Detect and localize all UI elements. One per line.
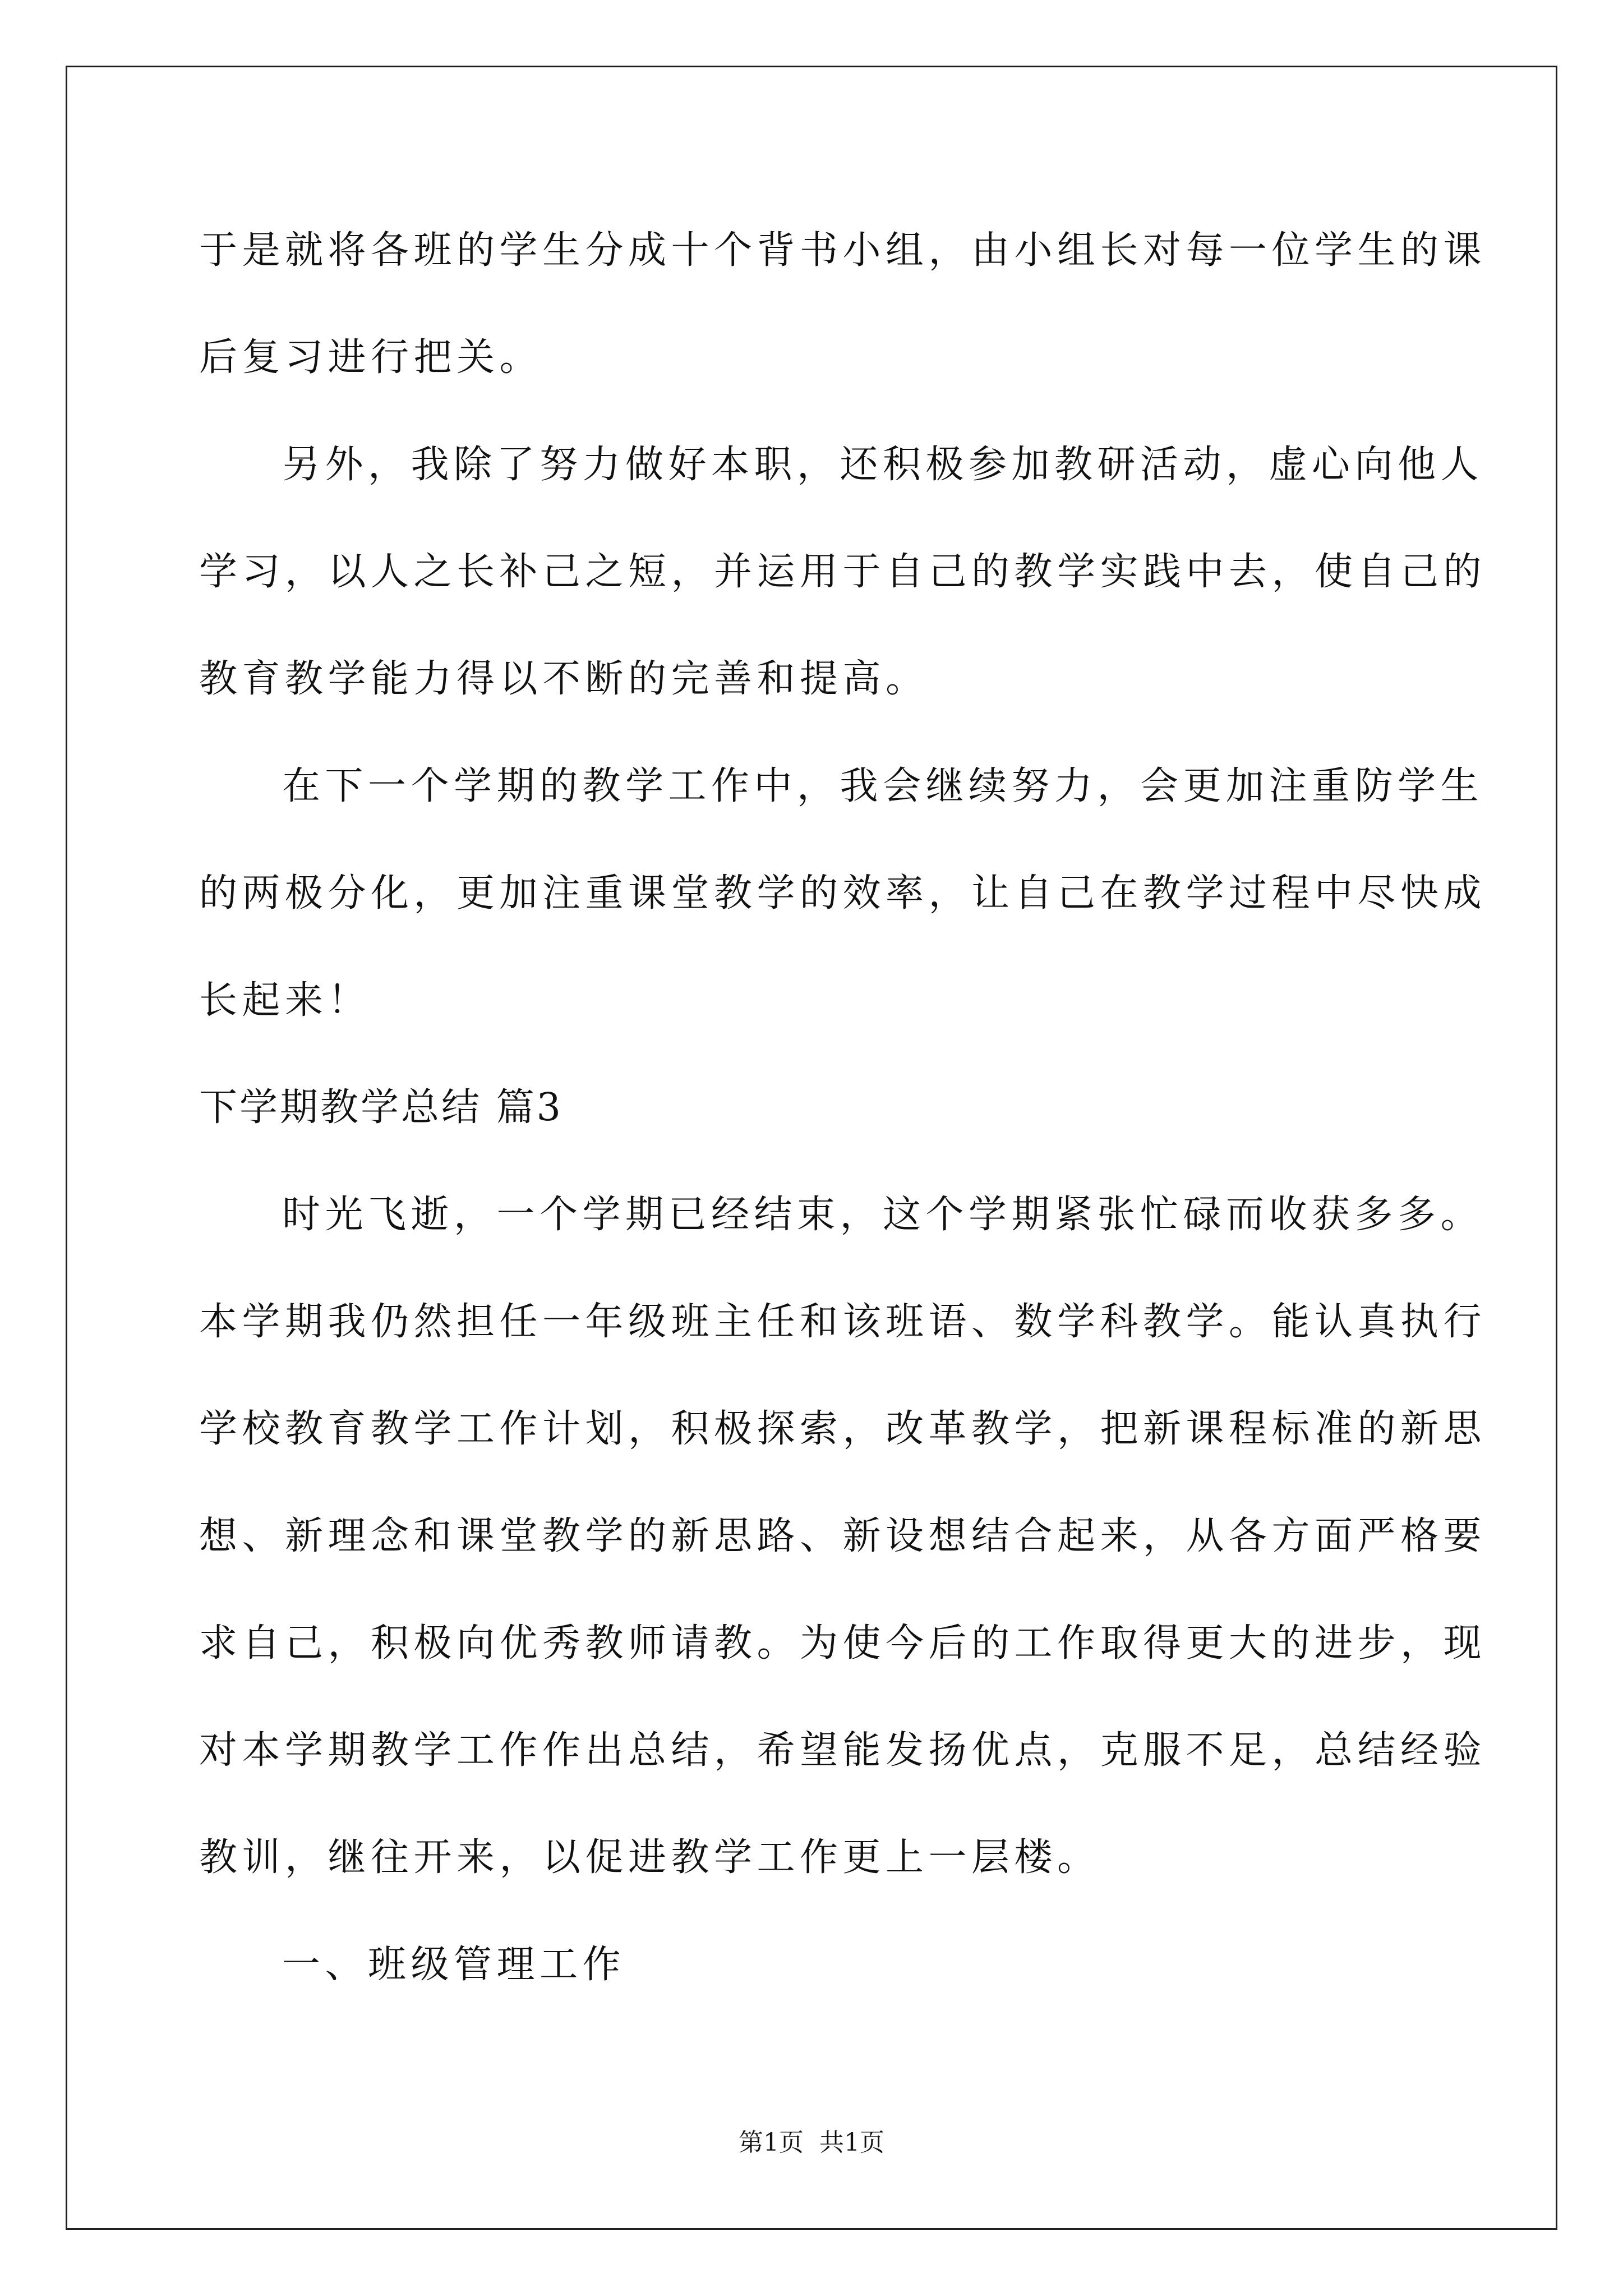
document-body	[199, 218, 1487, 2039]
paragraph-line: 求自己，积极向优秀教师请教。为使今后的工作取得更大的进步，现	[199, 1621, 1487, 1665]
subsection-heading: 一、班级管理工作	[282, 1943, 626, 1987]
paragraph-line: 另外，我除了努力做好本职，还积极参加教研活动，虚心向他人	[282, 443, 1484, 487]
paragraph-line: 学习，以人之长补己之短，并运用于自己的教学实践中去，使自己的	[199, 550, 1487, 594]
paragraph-line: 在下一个学期的教学工作中，我会继续努力，会更加注重防学生	[282, 764, 1484, 808]
section-heading: 下学期教学总结 篇3	[199, 1085, 563, 1130]
paragraph-line: 学校教育教学工作计划，积极探索，改革教学，把新课程标准的新思	[199, 1407, 1487, 1451]
paragraph-line: 想、新理念和课堂教学的新思路、新设想结合起来，从各方面严格要	[199, 1514, 1487, 1558]
paragraph-line: 对本学期教学工作作出总结，希望能发扬优点，克服不足，总结经验	[199, 1728, 1487, 1773]
paragraph-line: 后复习进行把关。	[199, 335, 543, 380]
paragraph-line: 本学期我仍然担任一年级班主任和该班语、数学科教学。能认真执行	[199, 1300, 1487, 1344]
paragraph-line: 教育教学能力得以不断的完善和提高。	[199, 657, 929, 701]
paragraph-line: 的两极分化，更加注重课堂教学的效率，让自己在教学过程中尽快成	[199, 871, 1487, 915]
paragraph-line: 于是就将各班的学生分成十个背书小组，由小组长对每一位学生的课	[199, 228, 1487, 273]
page-footer: 第1页 共1页	[739, 2128, 884, 2157]
paragraph-line: 教训，继往开来，以促进教学工作更上一层楼。	[199, 1835, 1100, 1880]
paragraph-line: 长起来！	[199, 978, 371, 1023]
paragraph-line: 时光飞逝，一个学期已经结束，这个学期紧张忙碌而收获多多。	[282, 1193, 1484, 1237]
